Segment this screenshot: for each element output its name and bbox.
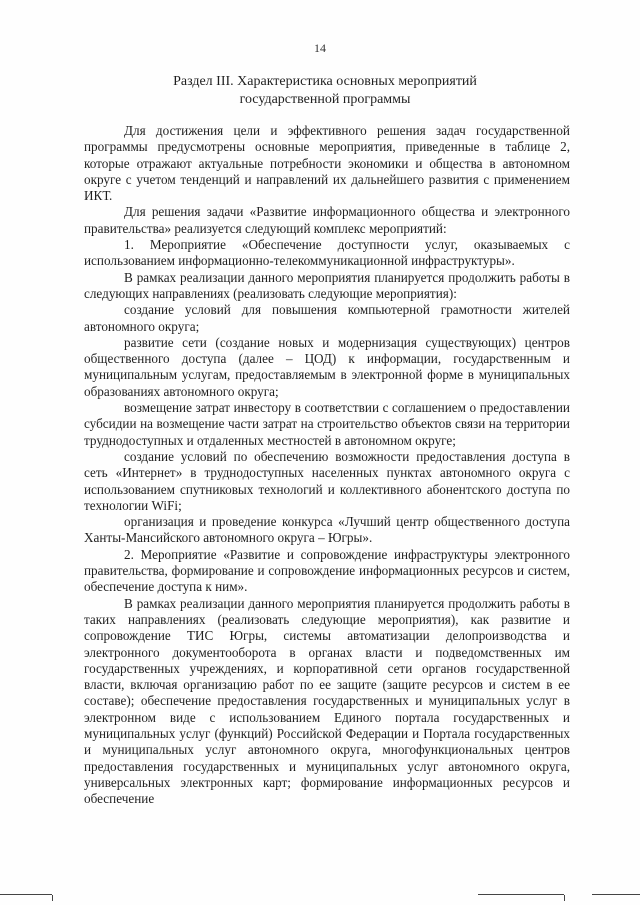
paragraph-measure-2-scope: В рамках реализации данного мероприятия планируется продолжить работы в таких направлениях (реализовать следующие мероприятия), как развитие и сопровождение ТИС Югры, системы автоматизации делопроизводства и электронного документооборота в органах власти и подведомственных им государственных учреждениях, и корпоративной сети органов государственной власти, включая организацию работ по ее защите (защите ресурсов и систем в ее составе); обеспечение предоставления государственных и муниципальных услуг в электронном виде с использованием Единого портала государственных и муниципальных услуг (функций) Российской Федерации и Портала государственных и муниципальных услуг автономного округа, многофункциональных центров предоставления государственных и муниципальных услуг автономного округа, универсальных электронных карт; формирование информационных ресурсов и обеспечение bbox=[84, 595, 570, 807]
paragraph-task: Для решения задачи «Развитие информационного общества и электронного правительства» реализуется следующий комплекс мероприятий: bbox=[84, 204, 570, 236]
footer-mark-left bbox=[52, 895, 53, 901]
paragraph-measure-1-scope: В рамках реализации данного мероприятия планируется продолжить работы в следующих направлениях (реализовать следующие мероприятия): bbox=[84, 269, 570, 301]
paragraph-measure-2: 2. Мероприятие «Развитие и сопровождение инфраструктуры электронного правительства, формирование и сопровождение информационных ресурсов и систем, обеспечение доступа к ним». bbox=[84, 546, 570, 595]
paragraph-list-item: возмещение затрат инвестору в соответствии с соглашением о предоставлении субсидии на возмещение части затрат на строительство объектов связи на территории труднодоступных и отдаленных местностей в автономном округе; bbox=[84, 400, 570, 448]
section-heading bbox=[80, 73, 570, 109]
footer-rule-right bbox=[592, 894, 640, 895]
paragraph-list-item: создание условий по обеспечению возможности предоставления доступа в сеть «Интернет» в труднодоступных населенных пунктах автономного округа с использованием спутниковых технологий и коллективного абонентского доступа по технологии WiFi; bbox=[84, 448, 570, 513]
section-heading-line-1: Раздел III. Характеристика основных мероприятий bbox=[173, 74, 477, 89]
paragraph-list-item: создание условий для повышения компьютерной грамотности жителей автономного округа; bbox=[84, 302, 570, 334]
section-heading-line-2: государственной программы bbox=[239, 92, 411, 107]
page-number: 14 bbox=[314, 41, 326, 55]
paragraph-measure-1: 1. Мероприятие «Обеспечение доступности услуг, оказываемых с использованием информационно-телекоммуникационной инфраструктуры». bbox=[84, 237, 570, 269]
paragraph-list-item: развитие сети (создание новых и модернизация существующих) центров общественного доступа (далее – ЦОД) к информации, государственным и муниципальным услугам, предоставляемым в электронной форме в муниципальных образованиях автономного округа; bbox=[84, 334, 570, 399]
footer-rule-left bbox=[0, 894, 52, 895]
body-text bbox=[84, 123, 570, 807]
footer-rule-center bbox=[478, 894, 564, 895]
paragraph-list-item: организация и проведение конкурса «Лучший центр общественного доступа Ханты-Мансийского автономного округа – Югры». bbox=[84, 514, 570, 546]
footer-mark-center bbox=[564, 895, 565, 901]
paragraph-intro: Для достижения цели и эффективного решения задач государственной программы предусмотрены основные мероприятия, приведенные в таблице 2, которые отражают актуальные потребности экономики и общества в автономном округе с учетом тенденций и направлений их дальнейшего развития с применением ИКТ. bbox=[84, 123, 570, 204]
